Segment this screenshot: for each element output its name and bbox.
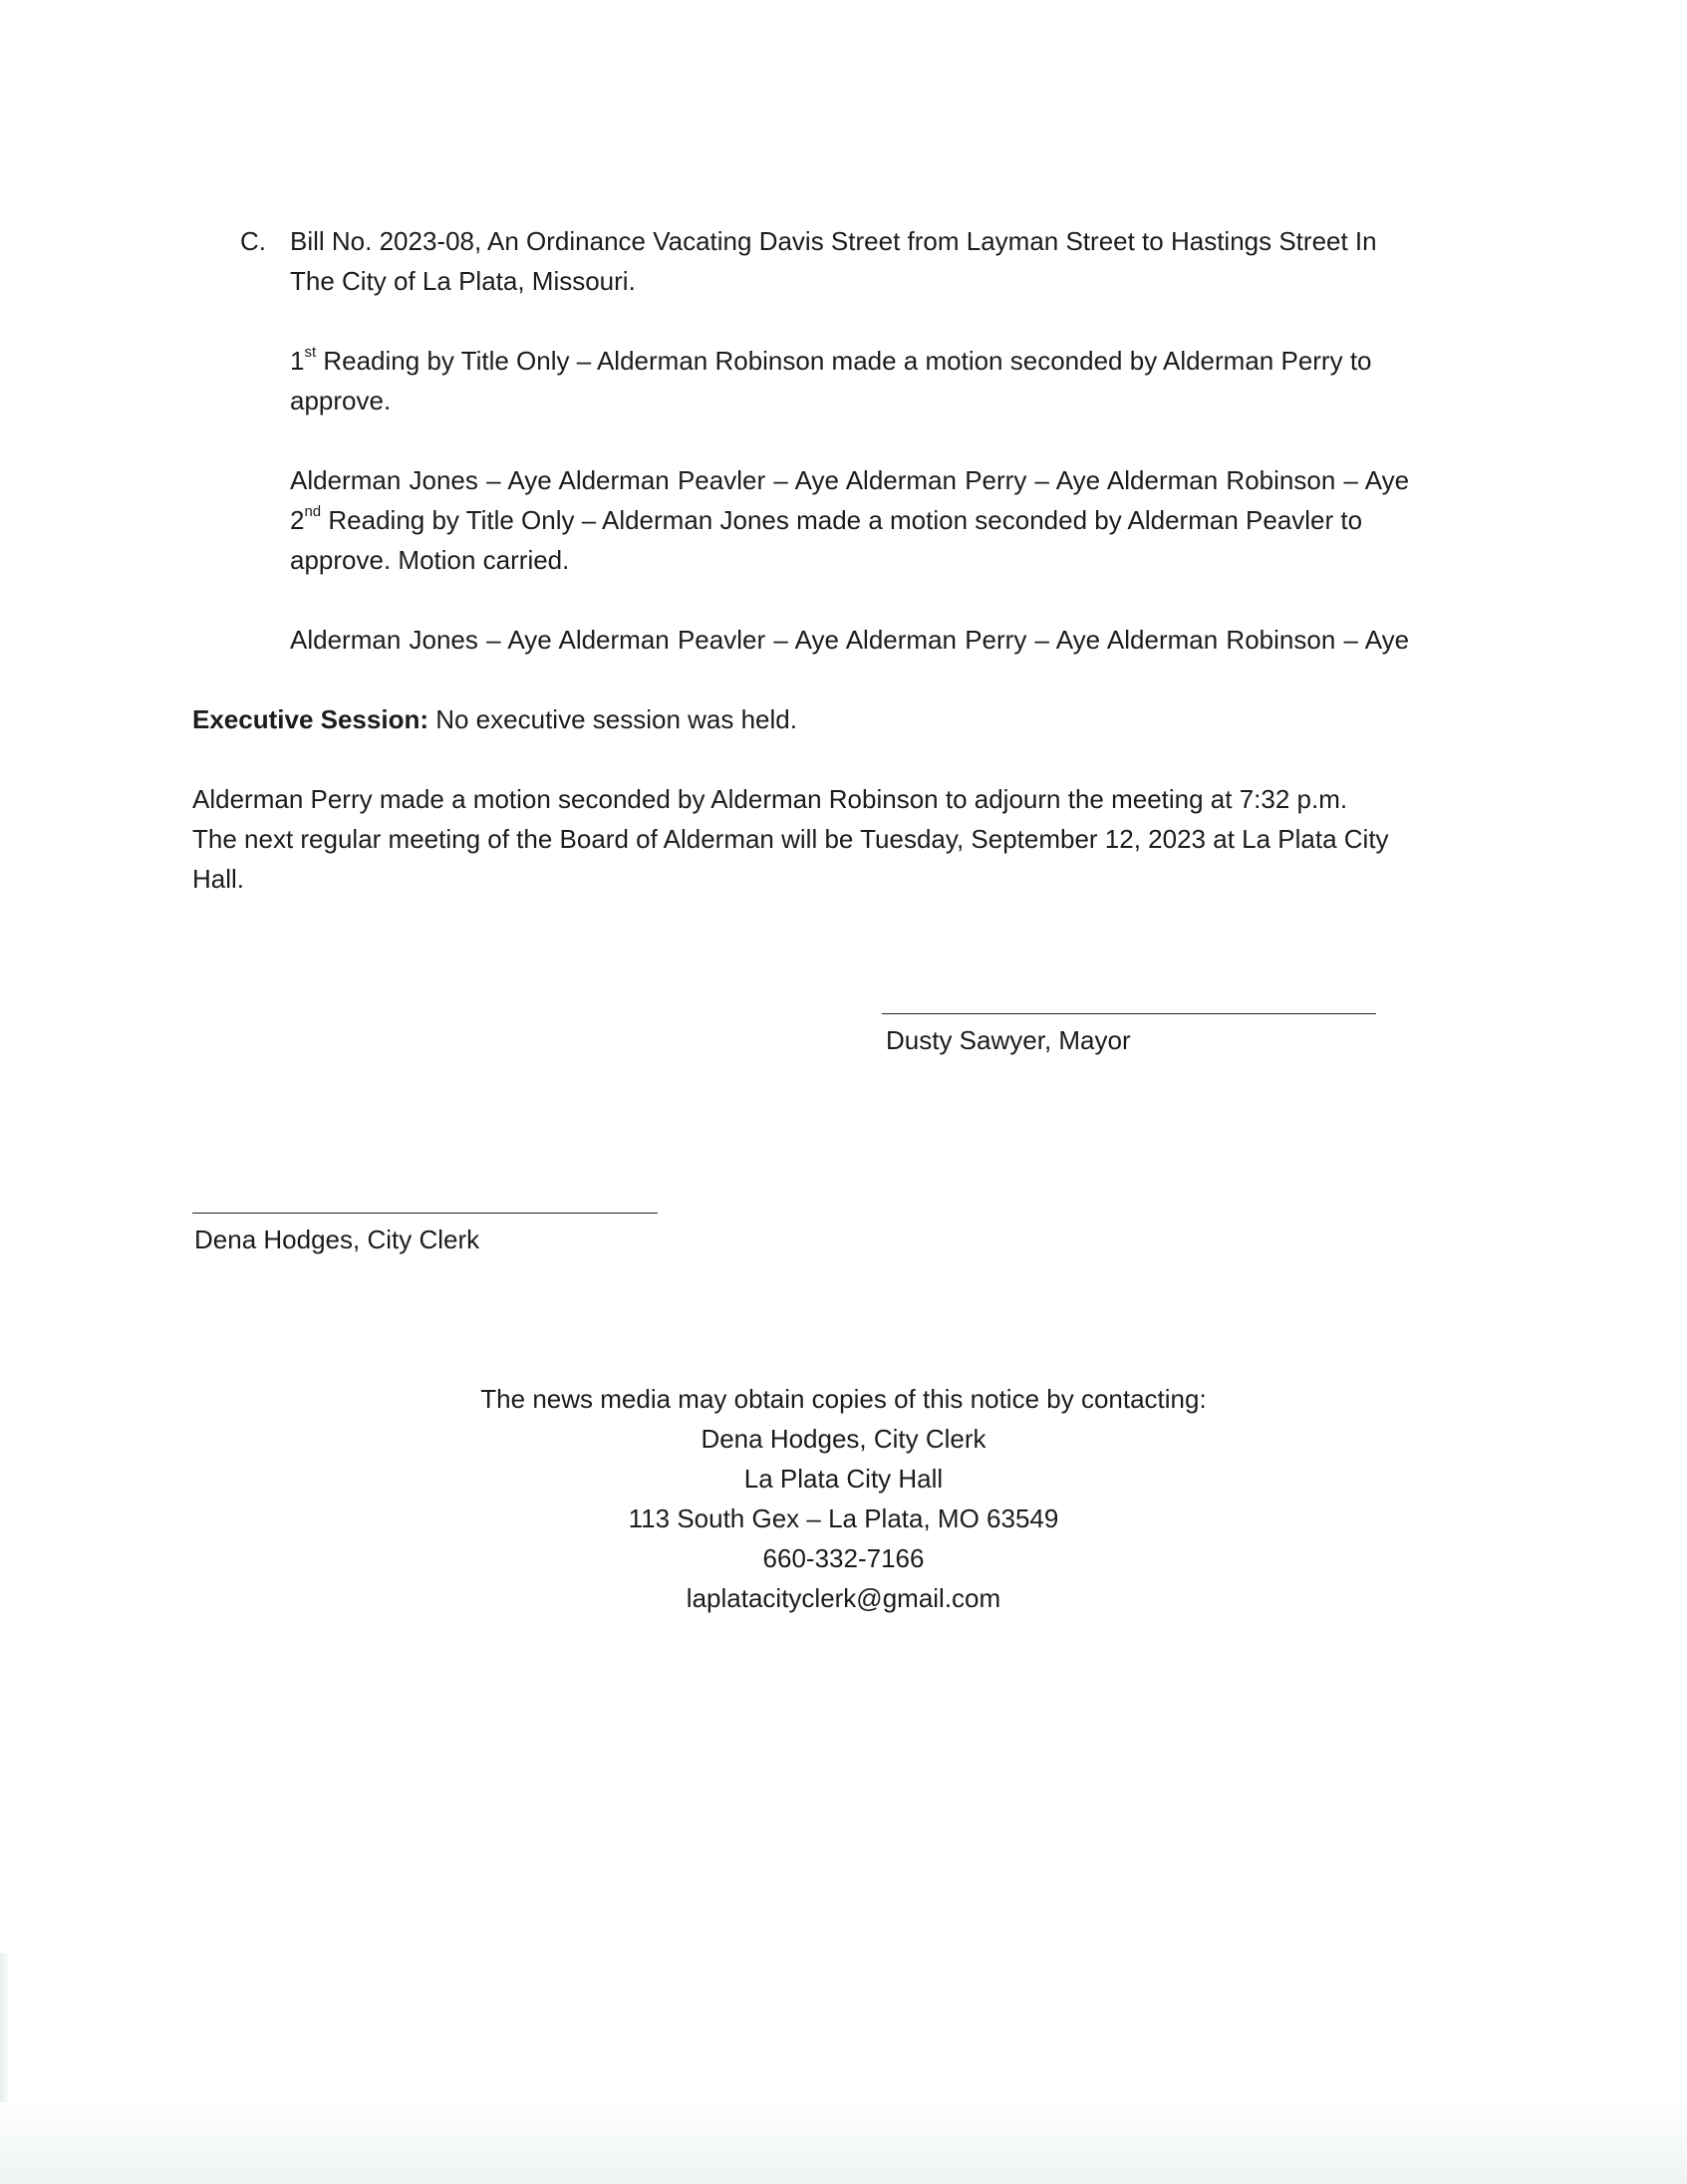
clerk-signature-line — [192, 1213, 658, 1214]
contact-address: 113 South Gex – La Plata, MO 63549 — [628, 1503, 1059, 1533]
executive-session — [192, 699, 797, 739]
adjourn-line1: Alderman Perry made a motion seconded by Alderman Robinson to adjourn the meeting at 7:32 p.m. — [192, 784, 1348, 814]
first-reading-text: Reading by Title Only – Alderman Robinson made a motion seconded by Alderman Perry to — [316, 346, 1372, 376]
contact-office: La Plata City Hall — [743, 1464, 944, 1494]
second-reading-line2: approve. Motion carried. — [290, 545, 570, 575]
media-contact-block — [0, 1379, 1687, 1618]
second-reading-number: 2 — [290, 505, 305, 535]
bill-title-line1: Bill No. 2023-08, An Ordinance Vacating Davis Street from Layman Street to Hastings Street In — [290, 226, 1377, 256]
clerk-name: Dena Hodges, City Clerk — [194, 1225, 480, 1254]
second-reading-suffix: nd — [304, 503, 322, 521]
second-vote-tally: Alderman Jones – Aye Alderman Peavler – Aye Alderman Perry – Aye Alderman Robinson – Aye — [290, 625, 1410, 655]
executive-session-text: No executive session was held. — [428, 704, 797, 734]
first-reading-line2: approve. — [290, 386, 392, 415]
first-vote-tally: Alderman Jones – Aye Alderman Peavler – Aye Alderman Perry – Aye Alderman Robinson – Aye — [290, 465, 1410, 495]
mayor-signature-line — [882, 1013, 1376, 1014]
contact-name: Dena Hodges, City Clerk — [701, 1424, 986, 1454]
item-letter: C. — [240, 226, 266, 256]
adjourn-line3: Hall. — [192, 864, 245, 894]
contact-phone: 660-332-7166 — [762, 1543, 925, 1573]
mayor-name: Dusty Sawyer, Mayor — [886, 1025, 1131, 1055]
first-reading-number: 1 — [290, 346, 305, 376]
scan-edge-bottom — [0, 2102, 1687, 2184]
contact-intro: The news media may obtain copies of this notice by contacting: — [480, 1384, 1207, 1414]
second-reading-line1 — [290, 500, 1362, 540]
contact-email: laplatacityclerk@gmail.com — [686, 1583, 1001, 1613]
first-reading-suffix: st — [304, 344, 317, 362]
first-reading-line1 — [290, 341, 1372, 381]
bill-title-line2: The City of La Plata, Missouri. — [290, 266, 636, 296]
adjourn-line2: The next regular meeting of the Board of Alderman will be Tuesday, September 12, 2023 at La Plata City — [192, 824, 1389, 854]
executive-session-label: Executive Session: — [192, 704, 428, 734]
second-reading-text: Reading by Title Only – Alderman Jones made a motion seconded by Alderman Peavler to — [321, 505, 1363, 535]
